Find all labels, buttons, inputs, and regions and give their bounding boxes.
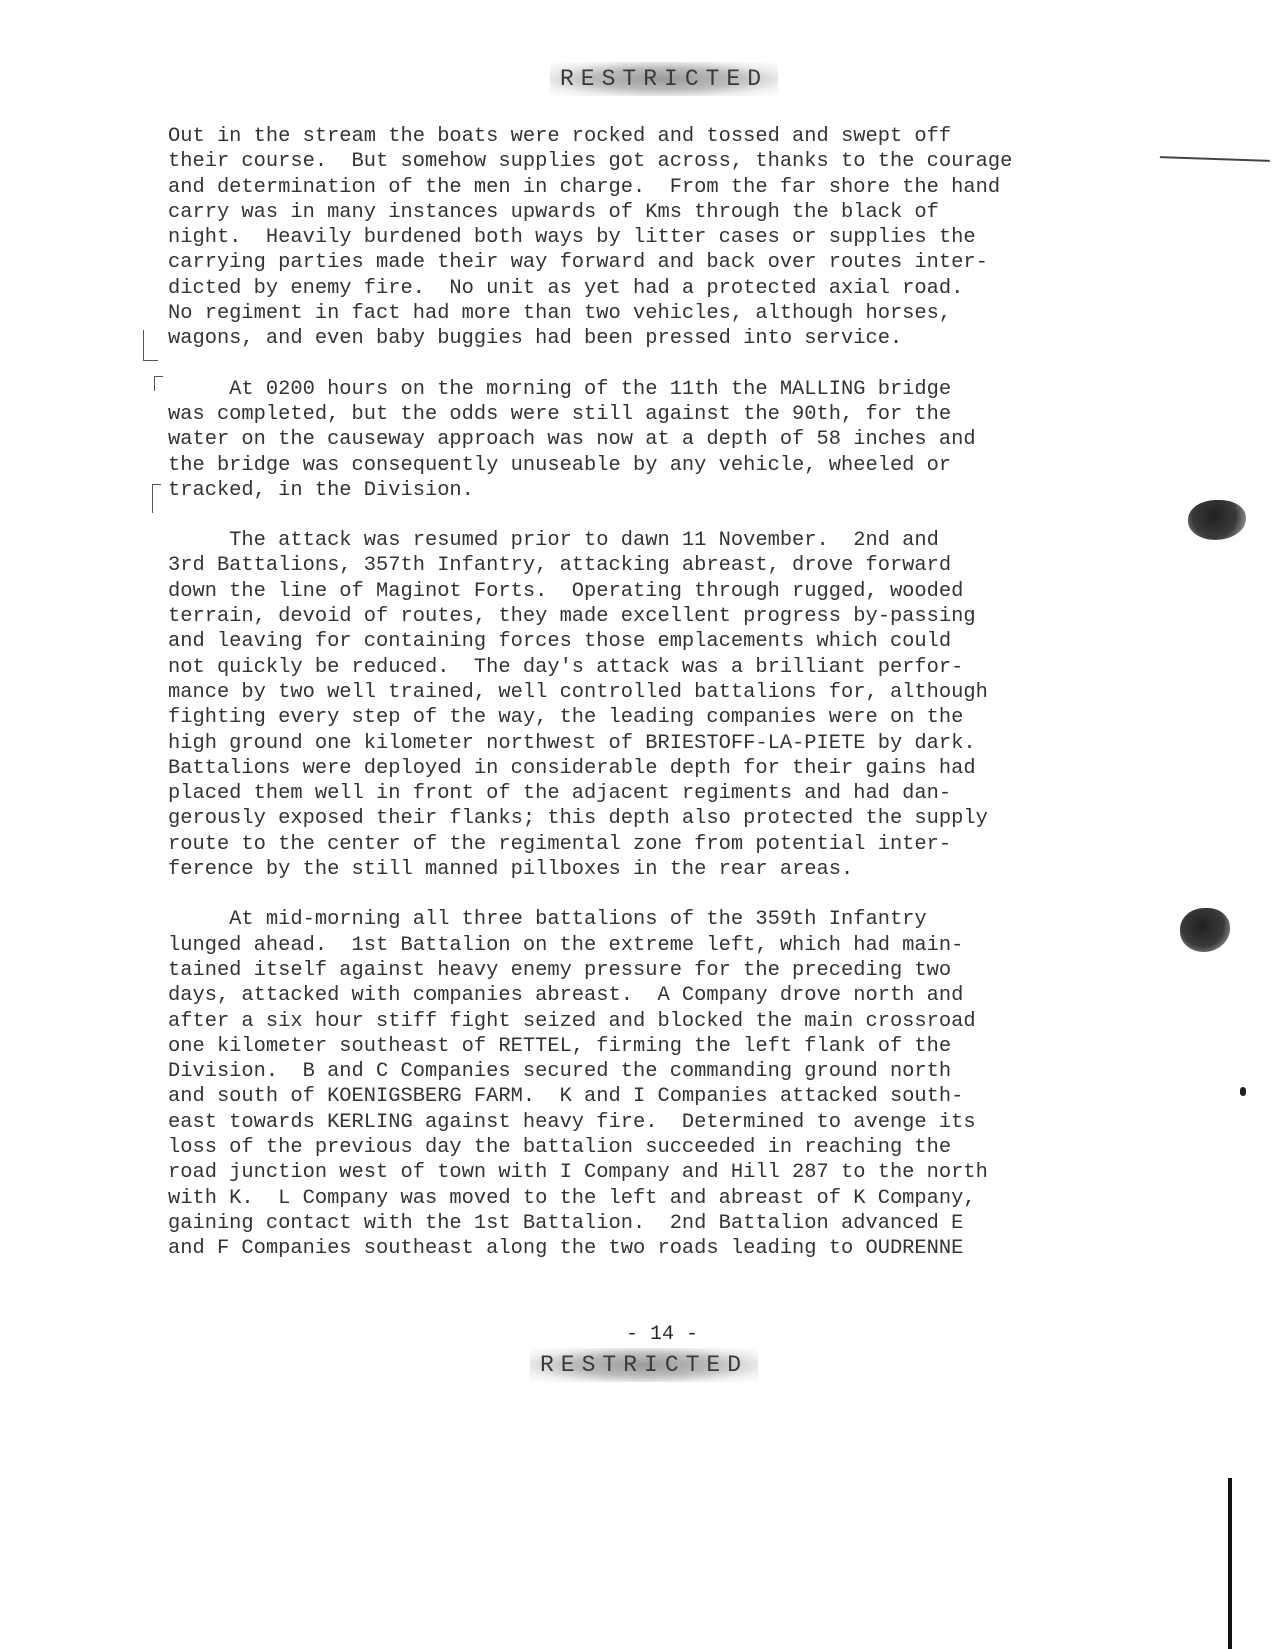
text-line: carrying parties made their way forward and back over routes inter-	[168, 251, 988, 275]
text-line: with K. L Company was moved to the left and abreast of K Company,	[168, 1186, 976, 1210]
text-line: route to the center of the regimental zone from potential inter-	[168, 832, 952, 856]
text-line: east towards KERLING against heavy fire. Determined to avenge its	[168, 1110, 976, 1134]
paragraph	[168, 124, 1178, 352]
restricted-stamp-bottom: RESTRICTED	[530, 1348, 758, 1382]
text-line: At mid-morning all three battalions of the 359th Infantry	[168, 908, 927, 932]
text-line: At 0200 hours on the morning of the 11th the MALLING bridge	[168, 377, 952, 401]
text-line: road junction west of town with I Company and Hill 287 to the north	[168, 1161, 988, 1185]
paragraph	[168, 528, 1178, 882]
text-line: down the line of Maginot Forts. Operating through rugged, wooded	[168, 579, 964, 603]
text-line: night. Heavily burdened both ways by litter cases or supplies the	[168, 226, 976, 250]
text-line: tracked, in the Division.	[168, 478, 474, 502]
margin-bracket-mark	[154, 376, 163, 391]
text-line: high ground one kilometer northwest of BRIESTOFF-LA-PIETE by dark.	[168, 731, 976, 755]
text-line: mance by two well trained, well controlled battalions for, although	[168, 680, 988, 704]
restricted-stamp-top: RESTRICTED	[550, 62, 778, 96]
ink-blot	[1180, 908, 1230, 952]
text-line: No regiment in fact had more than two vehicles, although horses,	[168, 302, 952, 326]
paragraph	[168, 907, 1178, 1261]
text-line: and determination of the men in charge. From the far shore the hand	[168, 175, 1001, 199]
text-line: one kilometer southeast of RETTEL, firming the left flank of the	[168, 1034, 952, 1058]
text-line: Division. B and C Companies secured the commanding ground north	[168, 1060, 952, 1084]
text-line: tained itself against heavy enemy pressure for the preceding two	[168, 958, 952, 982]
text-line: the bridge was consequently unuseable by any vehicle, wheeled or	[168, 453, 952, 477]
text-line: Out in the stream the boats were rocked and tossed and swept off	[168, 125, 952, 148]
text-line: their course. But somehow supplies got across, thanks to the courage	[168, 150, 1013, 174]
margin-bracket-mark	[143, 330, 158, 361]
text-line: after a six hour stiff fight seized and blocked the main crossroad	[168, 1009, 976, 1033]
text-line: loss of the previous day the battalion succeeded in reaching the	[168, 1135, 952, 1159]
text-line: carry was in many instances upwards of Kms through the black of	[168, 200, 939, 224]
text-line: ference by the still manned pillboxes in the rear areas.	[168, 858, 854, 882]
text-line: water on the causeway approach was now at a depth of 58 inches and	[168, 428, 976, 452]
text-line: gerously exposed their flanks; this depth also protected the supply	[168, 807, 988, 831]
text-line: was completed, but the odds were still against the 90th, for the	[168, 402, 952, 426]
text-line: and F Companies southeast along the two roads leading to OUDRENNE	[168, 1237, 964, 1261]
text-line: 3rd Battalions, 357th Infantry, attacking abreast, drove forward	[168, 554, 952, 578]
text-line: Battalions were deployed in considerable depth for their gains had	[168, 756, 976, 780]
body-text	[168, 124, 1178, 1286]
text-line: and south of KOENIGSBERG FARM. K and I Companies attacked south-	[168, 1085, 964, 1109]
ink-blot	[1188, 500, 1246, 540]
text-line: The attack was resumed prior to dawn 11 November. 2nd and	[168, 529, 939, 553]
scan-edge-bar	[1228, 1478, 1232, 1649]
text-line: days, attacked with companies abreast. A Company drove north and	[168, 984, 964, 1008]
text-line: gaining contact with the 1st Battalion. 2nd Battalion advanced E	[168, 1211, 964, 1235]
paragraph	[168, 377, 1178, 503]
text-line: dicted by enemy fire. No unit as yet had a protected axial road.	[168, 276, 964, 300]
text-line: placed them well in front of the adjacent regiments and had dan-	[168, 782, 952, 806]
text-line: not quickly be reduced. The day's attack was a brilliant perfor-	[168, 655, 964, 679]
text-line: fighting every step of the way, the leading companies were on the	[168, 706, 964, 730]
text-line: wagons, and even baby buggies had been pressed into service.	[168, 327, 903, 351]
ink-dot	[1240, 1087, 1246, 1096]
text-line: terrain, devoid of routes, they made excellent progress by-passing	[168, 605, 976, 629]
text-line: and leaving for containing forces those emplacements which could	[168, 630, 952, 654]
text-line: lunged ahead. 1st Battalion on the extreme left, which had main-	[168, 933, 964, 957]
page-number: - 14 -	[626, 1323, 699, 1346]
margin-bracket-mark	[152, 484, 161, 513]
